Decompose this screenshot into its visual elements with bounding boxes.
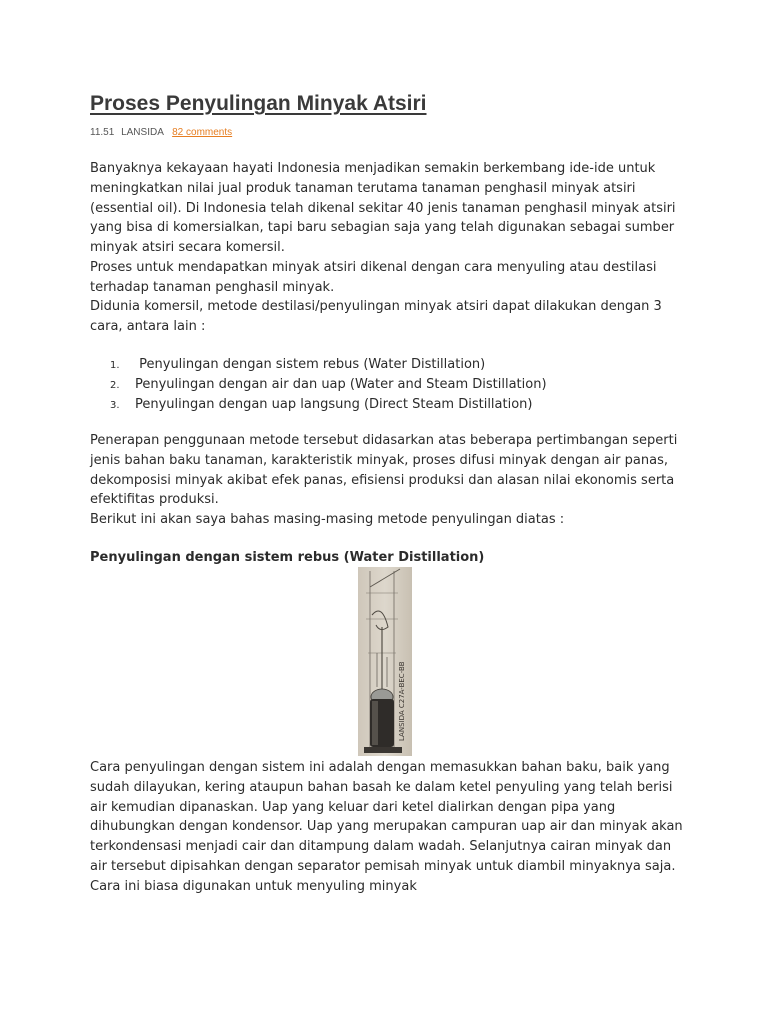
post-author: LANSIDA — [121, 127, 164, 138]
article-title[interactable]: Proses Penyulingan Minyak Atsiri — [90, 92, 427, 115]
list-item — [110, 395, 547, 415]
section-heading: Penyulingan dengan sistem rebus (Water Distillation) — [90, 550, 485, 565]
comments-link[interactable]: 82 comments — [172, 127, 233, 138]
next-paragraph: Berikut ini akan saya bahas masing-masing metode penyulingan diatas : — [90, 512, 565, 527]
methods-intro-paragraph: Didunia komersil, metode destilasi/penyulingan minyak atsiri dapat dilakukan dengan 3 cara, antara lain : — [90, 299, 662, 334]
list-text: Penyulingan dengan air dan uap (Water and Steam Distillation) — [135, 377, 547, 392]
list-item — [110, 375, 547, 395]
distillation-apparatus-image — [358, 567, 412, 756]
image-watermark: LANSIDA C27A-BEC-BB — [398, 661, 406, 741]
methods-list — [110, 355, 547, 415]
list-text: Penyulingan dengan uap langsung (Direct Steam Distillation) — [135, 397, 533, 412]
post-meta — [90, 127, 232, 138]
intro-paragraph: Banyaknya kekayaan hayati Indonesia menjadikan semakin berkembang ide-ide untuk meningkatkan nilai jual produk tanaman terutama tanaman penghasil minyak atsiri (essential oil). Di Indonesia telah dikenal sekitar 40 jenis tanaman penghasil minyak atsiri yang bisa di komersialkan, tapi baru sebagian saja yang telah digunakan sebagai sumber minyak atsiri secara komersil. — [90, 161, 676, 256]
process-paragraph: Proses untuk mendapatkan minyak atsiri dikenal dengan cara menyuling atau destilasi terhadap tanaman penghasil minyak. — [90, 260, 657, 295]
list-number: 2. — [110, 380, 120, 391]
water-distillation-paragraph: Cara penyulingan dengan sistem ini adalah dengan memasukkan bahan baku, baik yang sudah dilayukan, kering ataupun bahan basah ke dalam ketel penyuling yang telah berisi air kemudian dipanaskan. Uap yang keluar dari ketel dialirkan dengan pipa yang dihubungkan dengan kondensor. Uap yang merupakan campuran uap air dan minyak akan terkondensasi menjadi cair dan ditampung dalam wadah. Selanjutnya cairan minyak dan air tersebut dipisahkan dengan separator pemisah minyak untuk diambil minyaknya saja. Cara ini biasa digunakan untuk menyuling minyak — [90, 760, 683, 894]
list-number: 3. — [110, 400, 120, 411]
post-time: 11.51 — [90, 127, 115, 138]
considerations-paragraph: Penerapan penggunaan metode tersebut didasarkan atas beberapa pertimbangan seperti jenis bahan baku tanaman, karakteristik minyak, proses difusi minyak dengan air panas, dekomposisi minyak akibat efek panas, efisiensi produksi dan alasan nilai ekonomis serta efektifitas produksi. — [90, 433, 678, 508]
list-number: 1. — [110, 360, 120, 371]
list-text: Penyulingan dengan sistem rebus (Water Distillation) — [135, 357, 486, 372]
list-item — [110, 355, 547, 375]
